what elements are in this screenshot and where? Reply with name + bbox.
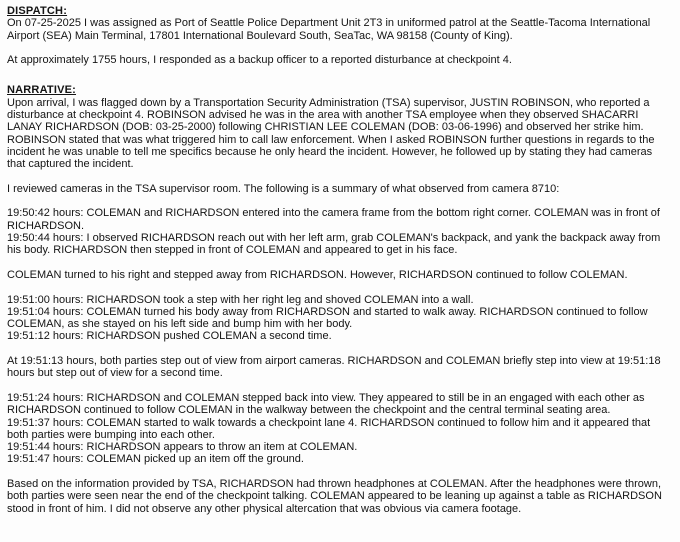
camera-log-entry: 19:51:04 hours: COLEMAN turned his body away from RICHARDSON and started to walk away. RICHARDSON continued to follow COLEMAN, as she stayed on his left side and bump him with her body. (7, 305, 648, 331)
dispatch-heading: DISPATCH: (7, 5, 68, 17)
camera-log-group-3 (7, 392, 671, 466)
camera-log-group-1 (7, 207, 671, 256)
camera-log-entry: 19:51:37 hours: COLEMAN started to walk towards a checkpoint lane 4. RICHARDSON continued to follow him and it appeared that both parties were bumping into each other. (7, 416, 651, 441)
out-of-view-paragraph: At 19:51:13 hours, both parties step out of view from airport cameras. RICHARDSON and COLEMAN briefly step into view at 19:51:18 hours but step out of view for a second time. (7, 355, 661, 380)
dispatch-response-paragraph: At approximately 1755 hours, I responded as a backup officer to a reported disturbance at checkpoint 4. (7, 54, 512, 67)
camera-log-entry: 19:51:12 hours: RICHARDSON pushed COLEMAN a second time. (7, 330, 332, 343)
camera-log-group-2 (7, 294, 671, 343)
narrative-heading: NARRATIVE: (7, 84, 77, 97)
dispatch-assignment-paragraph: On 07-25-2025 I was assigned as Port of Seattle Police Department Unit 2T3 in uniformed patrol at the Seattle-Tacoma International Airport (SEA) Main Terminal, 17801 International Boulevard South, SeaTac, WA 98158 (County of King). (7, 17, 651, 42)
camera-log-entry: 19:50:42 hours: COLEMAN and RICHARDSON entered into the camera frame from the bottom right corner. COLEMAN was in front of RICHARDSON. (7, 207, 660, 232)
coleman-turned-paragraph: COLEMAN turned to his right and stepped away from RICHARDSON. However, RICHARDSON continued to follow COLEMAN. (7, 268, 628, 281)
camera-log-entry: 19:51:44 hours: RICHARDSON appears to throw an item at COLEMAN. (7, 441, 358, 454)
camera-review-paragraph: I reviewed cameras in the TSA supervisor room. The following is a summary of what observed from camera 8710: (7, 182, 560, 195)
camera-log-entry: 19:51:24 hours: RICHARDSON and COLEMAN stepped back into view. They appeared to still be in an engaged with each other as RICHARDSON continued to follow COLEMAN in the walkway between the checkpoint and the central terminal seating area. (7, 391, 645, 417)
camera-log-entry: 19:51:00 hours: RICHARDSON took a step with her right leg and shoved COLEMAN into a wall. (7, 293, 474, 306)
narrative-arrival-paragraph: Upon arrival, I was flagged down by a Transportation Security Administration (TSA) supervisor, JUSTIN ROBINSON, who reported a disturbance at checkpoint 4. ROBINSON advised he was in the area with another TSA employee when they observed SHACARRI LANAY RICHARDSON (DOB: 03-25-2000) following CHRISTIAN LEE COLEMAN (DOB: 03-06-1996) and observed her strike him. ROBINSON stated that was what triggered him to call law enforcement. When I asked ROBINSON further questions in regards to the incident he was unable to tell me specifics because he only heard the incident. However, he followed up by stating they had cameras that captured the incident. (7, 96, 655, 171)
conclusion-paragraph: Based on the information provided by TSA, RICHARDSON had thrown headphones at COLEMAN. After the headphones were thrown, both parties were seen near the end of the checkpoint talking. COLEMAN appeared to be leaning up against a table as RICHARDSON stood in front of him. I did not observe any other physical altercation that was obvious via camera footage. (7, 477, 662, 515)
camera-log-entry: 19:51:47 hours: COLEMAN picked up an item off the ground. (7, 453, 304, 466)
camera-log-entry: 19:50:44 hours: I observed RICHARDSON reach out with her left arm, grab COLEMAN's backpack, and yank the backpack away from his body. RICHARDSON then stepped in front of COLEMAN and appeared to get in his face. (7, 232, 661, 257)
